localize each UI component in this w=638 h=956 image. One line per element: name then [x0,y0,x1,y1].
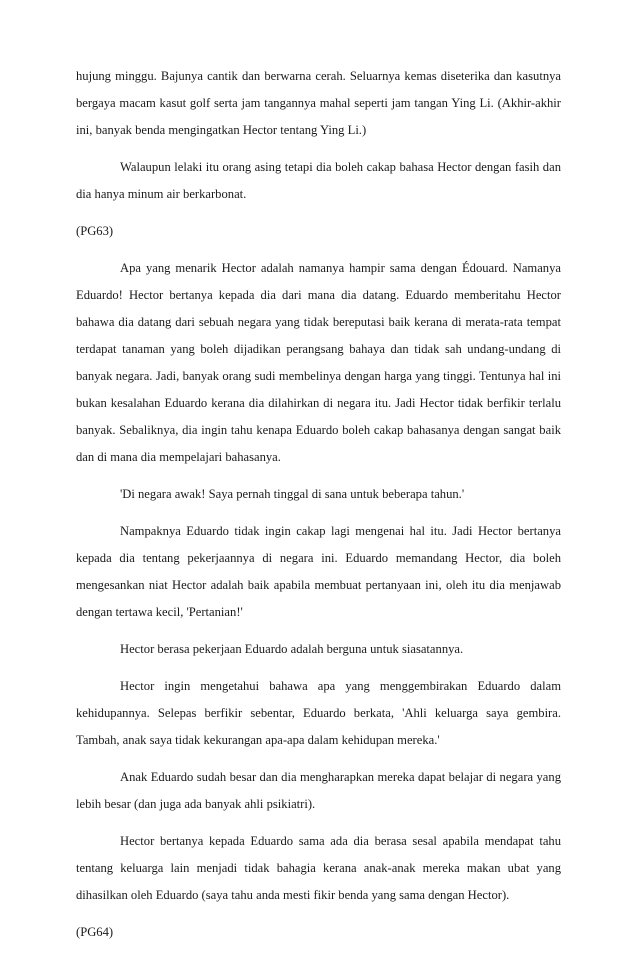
paragraph-5: Nampaknya Eduardo tidak ingin cakap lagi mengenai hal itu. Jadi Hector bertanya kepada dia tentang pekerjaannya di negara ini. Eduardo memandang Hector, dia boleh mengesankan niat Hector adalah baik apabila membuat pertanyaan ini, oleh itu dia menjawab dengan tertawa kecil, 'Pertanian!' [76,524,561,619]
paragraph-2: Walaupun lelaki itu orang asing tetapi dia boleh cakap bahasa Hector dengan fasih dan dia hanya minum air berkarbonat. [76,160,561,201]
paragraph-3: Apa yang menarik Hector adalah namanya hampir sama dengan Édouard. Namanya Eduardo! Hector bertanya kepada dia dari mana dia datang. Eduardo memberitahu Hector bahawa dia datang dari sebuah negara yang tidak bereputasi baik kerana di merata-rata tempat terdapat tanaman yang boleh dijadikan perangsang bahaya dan tidak sah undang-undang di banyak negara. Jadi, banyak orang sudi membelinya dengan harga yang tinggi. Tentunya hal ini bukan kesalahan Eduardo kerana dia dilahirkan di negara itu. Jadi Hector tidak berfikir terlalu banyak. Sebaliknya, dia ingin tahu kenapa Eduardo boleh cakap bahasanya dengan sangat baik dan di mana dia mempelajari bahasanya. [76,261,561,464]
document-body [76,63,561,956]
paragraph-7: Hector ingin mengetahui bahawa apa yang menggembirakan Eduardo dalam kehidupannya. Selepas berfikir sebentar, Eduardo berkata, 'Ahli keluarga saya gembira. Tambah, anak saya tidak kekurangan apa-apa dalam kehidupan mereka.' [76,679,561,747]
paragraph-6: Hector berasa pekerjaan Eduardo adalah berguna untuk siasatannya. [120,642,464,656]
page-marker-pg64: (PG64) [76,925,114,939]
paragraph-1: hujung minggu. Bajunya cantik dan berwarna cerah. Seluarnya kemas diseterika dan kasutnya bergaya macam kasut golf serta jam tangannya mahal seperti jam tangan Ying Li. (Akhir-akhir ini, banyak benda mengingatkan Hector tentang Ying Li.) [76,69,561,137]
paragraph-4: 'Di negara awak! Saya pernah tinggal di sana untuk beberapa tahun.' [120,487,465,501]
paragraph-8: Anak Eduardo sudah besar dan dia mengharapkan mereka dapat belajar di negara yang lebih besar (dan juga ada banyak ahli psikiatri). [76,770,561,811]
page-marker-pg63: (PG63) [76,224,114,238]
paragraph-9: Hector bertanya kepada Eduardo sama ada dia berasa sesal apabila mendapat tahu tentang keluarga lain menjadi tidak bahagia kerana anak-anak mereka makan ubat yang dihasilkan oleh Eduardo (saya tahu anda mesti fikir benda yang sama dengan Hector). [76,834,561,902]
